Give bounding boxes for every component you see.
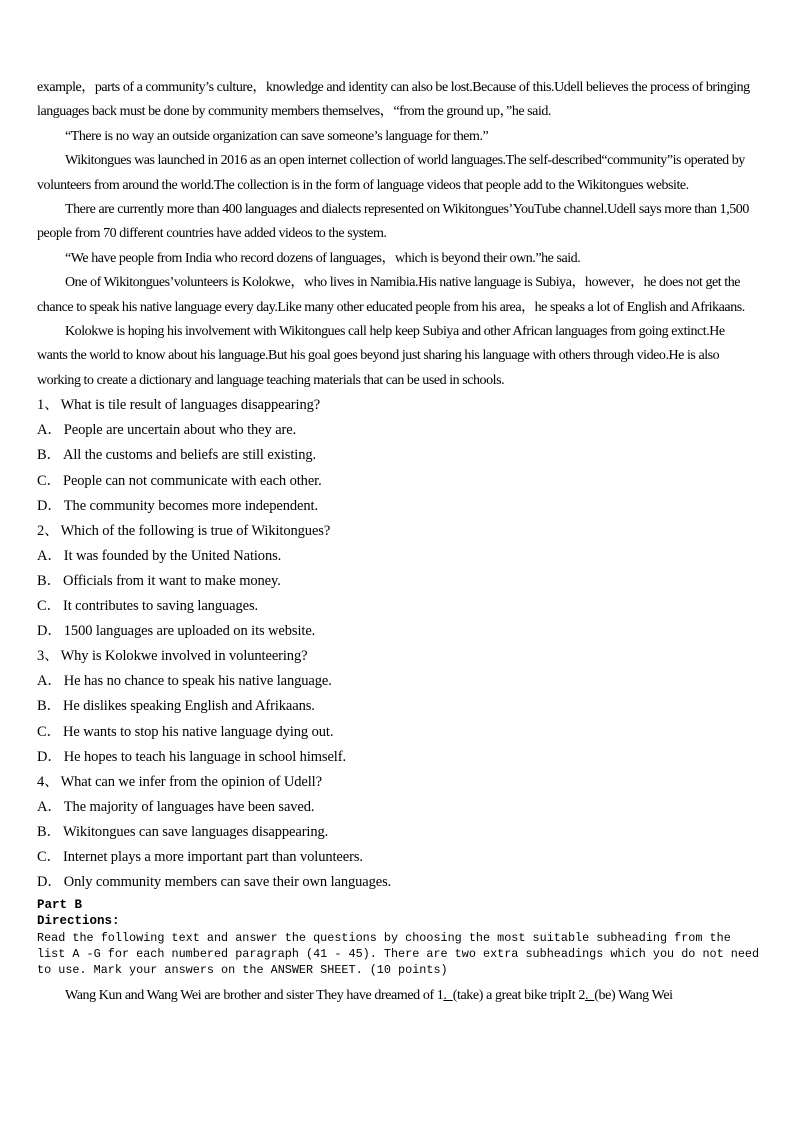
option-d-label: D． (37, 748, 62, 765)
question-3-option-a (37, 669, 757, 694)
intro-text-segment: (be) Wang Wei (594, 988, 673, 1004)
option-c-text: It contributes to saving languages. (62, 598, 259, 615)
question-1-option-d (37, 494, 757, 519)
option-b-label: B． (37, 698, 61, 715)
option-d-text: Only community members can save their own languages. (63, 874, 392, 891)
option-d-label: D． (37, 497, 62, 514)
option-a-text: The majority of languages have been saved. (63, 798, 315, 815)
option-b-label: B． (37, 572, 61, 589)
question-4-text: What can we infer from the opinion of Udell? (60, 773, 322, 790)
question-3-option-d (37, 745, 757, 770)
option-c-text: He wants to stop his native language dying out. (62, 723, 334, 740)
option-d-label: D． (37, 623, 62, 640)
question-3-option-c (37, 720, 757, 745)
option-a-label: A． (37, 798, 62, 815)
question-4-option-d (37, 870, 757, 895)
question-2-number: 2、 (37, 522, 59, 539)
directions-line-2: list A -G for each numbered paragraph (41 - 45). There are two extra subheadings which you do not need (37, 946, 760, 961)
intro-text-segment: Wang Kun and Wang Wei are brother and sister They have dreamed of 1 (65, 988, 444, 1004)
questions-section (37, 393, 757, 895)
passage-paragraph-4: There are currently more than 400 languages and dialects represented on Wikitongues’YouTube channel.Udell says more than 1,500 people from 70 different countries have added videos to the system. (37, 202, 749, 242)
option-d-label: D． (37, 874, 62, 891)
part-b-heading: Part B (37, 898, 83, 913)
option-a-label: A． (37, 547, 62, 564)
passage-paragraph-6: One of Wikitongues’volunteers is Kolokwe，who lives in Namibia.His native language is Subiya，however，he does not get the chance to speak his native language every day.Like many other educated people from his area，he speaks a lot of English and Afrikaans. (37, 275, 745, 315)
option-b-text: Wikitongues can save languages disappearing. (62, 823, 329, 840)
option-c-label: C． (37, 472, 61, 489)
question-1-option-c (37, 469, 757, 494)
option-a-label: A． (37, 673, 62, 690)
question-2-text: Which of the following is true of Wikitongues? (60, 522, 331, 539)
question-1-option-b (37, 443, 757, 468)
question-1 (37, 393, 757, 518)
question-2-option-d (37, 619, 757, 644)
fill-blank-1: . (443, 988, 453, 1004)
question-4-option-a (37, 795, 757, 820)
reading-passage (37, 76, 757, 393)
passage-paragraph-7: Kolokwe is hoping his involvement with Wikitongues call help keep Subiya and other African languages from going extinct.He wants the world to know about his language.But his goal goes beyond just sharing his language with others through video.He is also working to create a dictionary and language teaching materials that can be used in schools. (37, 324, 725, 388)
option-c-text: Internet plays a more important part than volunteers. (62, 848, 363, 865)
option-d-text: 1500 languages are uploaded on its website. (63, 623, 316, 640)
fill-blank-2: . (584, 988, 595, 1004)
passage-paragraph-1: example，parts of a community’s culture，knowledge and identity can also be lost.Because of this.Udell believes the process of bringing languages back must be done by community members themselves，“from the ground up，”he said. (37, 80, 750, 120)
option-b-label: B． (37, 447, 61, 464)
question-2-option-c (37, 594, 757, 619)
option-b-text: All the customs and beliefs are still existing. (62, 447, 317, 464)
question-1-number: 1、 (37, 397, 59, 414)
question-2-stem (37, 519, 757, 544)
question-3-option-b (37, 694, 757, 719)
option-b-text: Officials from it want to make money. (62, 572, 281, 589)
directions-line-1: Read the following text and answer the questions by choosing the most suitable subheading from the (37, 930, 731, 945)
question-4-option-c (37, 845, 757, 870)
intro-text-segment: (take) a great bike tripIt 2 (452, 988, 585, 1004)
question-1-stem (37, 393, 757, 418)
option-c-text: People can not communicate with each other. (62, 472, 322, 489)
cloze-intro-sentence (37, 987, 757, 1004)
question-4-option-b (37, 820, 757, 845)
question-2-option-a (37, 544, 757, 569)
option-c-label: C． (37, 598, 61, 615)
passage-paragraph-2: “There is no way an outside organization can save someone’s language for them.” (65, 128, 489, 144)
question-3-text: Why is Kolokwe involved in volunteering? (60, 648, 308, 665)
question-3-stem (37, 644, 757, 669)
option-d-text: He hopes to teach his language in school himself. (63, 748, 346, 765)
passage-paragraph-5: “We have people from India who record dozens of languages，which is beyond their own.”he said. (65, 250, 581, 266)
directions-line-3: to use. Mark your answers on the ANSWER SHEET. (10 points) (37, 962, 448, 977)
question-2-option-b (37, 569, 757, 594)
question-1-option-a (37, 418, 757, 443)
question-3 (37, 644, 757, 769)
option-a-text: He has no chance to speak his native language. (63, 673, 332, 690)
question-1-text: What is tile result of languages disappearing? (60, 397, 321, 414)
question-3-number: 3、 (37, 648, 59, 665)
option-c-label: C． (37, 848, 61, 865)
option-b-text: He dislikes speaking English and Afrikaans. (62, 698, 315, 715)
question-4-number: 4、 (37, 773, 59, 790)
option-a-text: People are uncertain about who they are. (63, 422, 297, 439)
option-d-text: The community becomes more independent. (63, 497, 318, 514)
option-c-label: C． (37, 723, 61, 740)
option-a-text: It was founded by the United Nations. (63, 547, 282, 564)
directions-label: Directions: (37, 914, 120, 929)
question-4 (37, 770, 757, 895)
passage-paragraph-3: Wikitongues was launched in 2016 as an open internet collection of world languages.The self-described“community”is operated by volunteers from around the world.The collection is in the form of language videos that people add to the Wikitongues website. (37, 153, 745, 193)
option-b-label: B． (37, 823, 61, 840)
option-a-label: A． (37, 422, 62, 439)
question-4-stem (37, 770, 757, 795)
question-2 (37, 519, 757, 644)
part-b-section (37, 897, 760, 978)
